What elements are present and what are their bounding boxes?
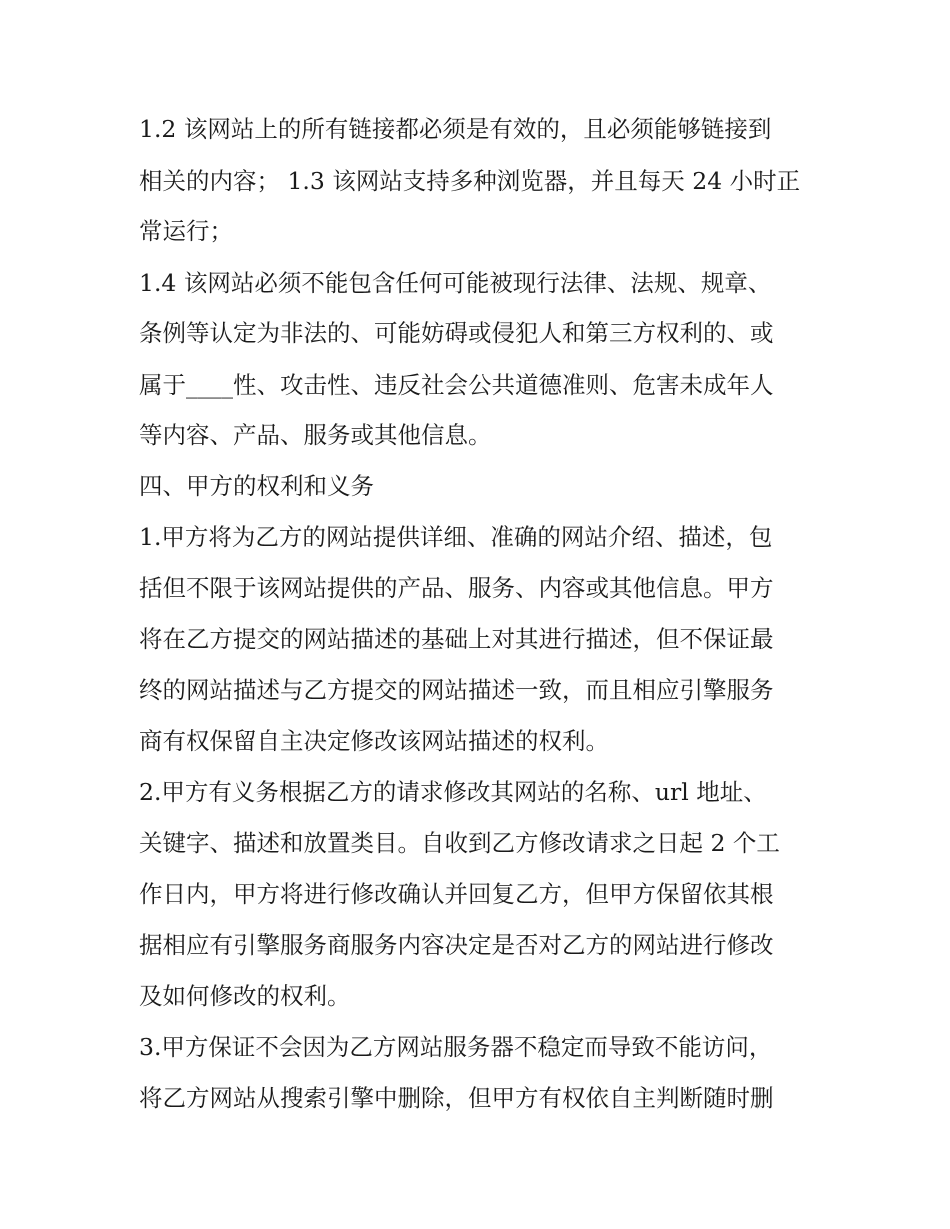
text-line: 条例等认定为非法的、可能妨碍或侵犯人和第三方权利的、或 [139,319,774,347]
text-line: 关键字、描述和放置类目。自收到乙方修改请求之日起 2 个工 [139,829,780,857]
text-line: 括但不限于该网站提供的产品、服务、内容或其他信息。甲方 [139,574,774,602]
text-line: 1.4 该网站必须不能包含任何可能被现行法律、法规、规章、 [139,269,772,297]
text-line: 商有权保留自主决定修改该网站描述的权利。 [139,727,609,755]
text-line: 作日内，甲方将进行修改确认并回复乙方，但甲方保留依其根 [139,880,774,908]
text-line: 常运行； [139,217,233,245]
text-line: 3.甲方保证不会因为乙方网站服务器不稳定而导致不能访问， [139,1033,773,1061]
text-line: 相关的内容； 1.3 该网站支持多种浏览器，并且每天 24 小时正 [139,167,801,195]
text-line: 1.甲方将为乙方的网站提供详细、准确的网站介绍、描述，包 [139,523,773,551]
text-line: 2.甲方有义务根据乙方的请求修改其网站的名称、url 地址、 [139,778,767,806]
text-line: 等内容、产品、服务或其他信息。 [139,421,492,449]
text-line: 及如何修改的权利。 [139,982,351,1010]
text-line: 将乙方网站从搜索引擎中删除，但甲方有权依自主判断随时删 [139,1084,774,1112]
text-line: 终的网站描述与乙方提交的网站描述一致，而且相应引擎服务 [139,676,774,704]
text-line: 1.2 该网站上的所有链接都必须是有效的，且必须能够链接到 [139,115,772,143]
text-line: 将在乙方提交的网站描述的基础上对其进行描述，但不保证最 [139,625,774,653]
text-line: 属于____性、攻击性、违反社会公共道德准则、危害未成年人 [139,371,774,399]
text-line: 据相应有引擎服务商服务内容决定是否对乙方的网站进行修改 [139,931,774,959]
section-heading: 四、甲方的权利和义务 [139,472,374,500]
